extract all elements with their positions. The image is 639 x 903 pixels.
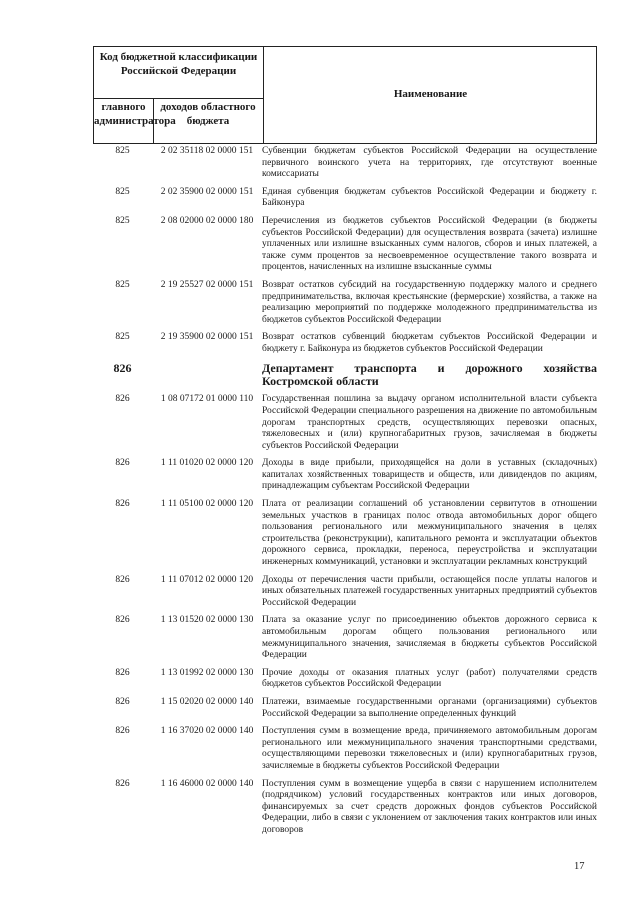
income-code-cell: 1 13 01992 02 0000 130 — [160, 667, 254, 678]
table-header — [93, 46, 597, 144]
name-cell: Поступления сумм в возмещение вреда, причиняемого автомобильным дорогам регионального или межмуниципального значения транспортными средствами, осуществляющими перевозки тяжеловесных и (или) крупногабаритных грузов, зачисляемые в бюджеты субъектов Российской Федерации — [262, 726, 597, 771]
income-code-cell: 1 11 07012 02 0000 120 — [160, 574, 254, 585]
name-cell: Субвенции бюджетам субъектов Российской Федерации на осуществление первичного воинского учета на территориях, где отсутствуют военные комиссариаты — [262, 146, 597, 180]
table-row — [93, 216, 597, 274]
name-cell: Перечисления из бюджетов субъектов Российской Федерации (в бюджеты субъектов Российской Федерации) для осуществления возврата (зачета) излишне уплаченных или излишне взысканных сумм налогов, сборов и иных платежей, а также сумм процентов за несвоевременное осуществление такого возврата и процентов, начисленных на излишне взысканные суммы — [262, 215, 597, 273]
header-divider — [94, 98, 263, 99]
name-cell: Прочие доходы от оказания платных услуг (работ) получателями средств бюджетов субъектов Российской Федерации — [262, 667, 597, 690]
table-row — [93, 458, 597, 493]
admin-code-cell: 825 — [115, 186, 130, 197]
admin-code-cell: 826 — [113, 360, 132, 375]
table-row — [93, 726, 597, 772]
header-code-group: Код бюджетной классификации Российской Федерации — [99, 51, 258, 77]
table-body — [93, 146, 597, 843]
table-row — [93, 575, 597, 610]
table-row — [93, 332, 597, 355]
income-code-cell: 1 11 01020 02 0000 120 — [160, 458, 254, 469]
admin-code-cell: 826 — [115, 458, 130, 469]
name-cell: Государственная пошлина за выдачу органом исполнительной власти субъекта Российской Федерации специального разрешения на движение по автомобильным дорогам транспортных средств, осуществляющих перевозки опасных, тяжеловесных и (или) крупногабаритных грузов, зачисляемая в бюджеты субъектов Российской Федерации — [262, 394, 597, 451]
name-cell: Доходы от перечисления части прибыли, остающейся после уплаты налогов и иных обязательных платежей государственных унитарных предприятий субъектов Российской Федерации — [262, 574, 597, 608]
admin-code-cell: 826 — [115, 574, 130, 585]
admin-code-cell: 825 — [115, 215, 130, 226]
header-col-income: доходов областного бюджета — [160, 101, 256, 127]
table-row — [93, 779, 597, 837]
table-row — [93, 697, 597, 720]
income-code-cell: 2 19 25527 02 0000 151 — [160, 279, 254, 290]
name-cell: Платежи, взимаемые государственными органами (организациями) субъектов Российской Федерации за выполнение определенных функций — [262, 696, 597, 719]
income-code-cell: 1 16 37020 02 0000 140 — [160, 726, 254, 737]
admin-code-cell: 826 — [115, 499, 130, 510]
name-cell: Возврат остатков субвенций бюджетам субъектов Российской Федерации и бюджету г. Байконура из бюджетов субъектов Российской Федерации — [262, 332, 597, 354]
income-code-cell: 2 02 35900 02 0000 151 — [160, 186, 254, 197]
income-code-cell: 1 08 07172 01 0000 110 — [160, 394, 254, 405]
income-code-cell: 1 15 02020 02 0000 140 — [160, 696, 254, 707]
admin-code-cell: 825 — [115, 146, 130, 156]
admin-code-cell: 825 — [115, 279, 130, 290]
income-code-cell: 2 02 35118 02 0000 151 — [160, 146, 254, 156]
table-row — [93, 668, 597, 691]
table-row — [93, 280, 597, 326]
name-cell: Возврат остатков субсидий на государственную поддержку малого и среднего предпринимательства, включая крестьянские (фермерские) хозяйства, а также на реализацию мероприятий по поддержке молодежного предпринимательства из бюджетов субъектов Российской Федерации — [262, 279, 597, 325]
income-code-cell: 2 19 35900 02 0000 151 — [160, 332, 254, 343]
income-code-cell: 2 08 02000 02 0000 180 — [160, 215, 254, 226]
admin-code-cell: 826 — [115, 696, 130, 707]
name-cell: Плата за оказание услуг по присоединению объектов дорожного сервиса к автомобильным дорогам общего пользования регионального или межмуниципального значения, зачисляемая в бюджеты субъектов Российской Федерации — [262, 615, 597, 661]
admin-code-cell: 826 — [115, 615, 130, 626]
name-cell: Плата от реализации соглашений об установлении сервитутов в отношении земельных участков в границах полос отвода автомобильных дорог общего пользования регионального или межмуниципального значения в целях строительства (реконструкции), капитального ремонта и эксплуатации объектов дорожного сервиса, прокладки, переноса, переустройства и эксплуатации инженерных коммуникаций, установки и эксплуатации рекламных конструкций — [262, 499, 597, 568]
admin-code-cell: 826 — [115, 726, 130, 737]
table-row — [93, 146, 597, 181]
department-row — [93, 362, 597, 389]
name-cell: Доходы в виде прибыли, приходящейся на доли в уставных (складочных) капиталах хозяйственных товариществ и обществ, или дивидендов по акциям, принадлежащим субъектам Российской Федерации — [262, 458, 597, 492]
admin-code-cell: 826 — [115, 667, 130, 678]
header-col-admin: главного администратора — [94, 101, 176, 127]
page-number: 17 — [574, 861, 585, 872]
name-cell: Поступления сумм в возмещение ущерба в связи с нарушением исполнителем (подрядчиком) условий государственных контрактов или иных договоров, финансируемых за счет средств дорожных фондов субъектов Российской Федерации, либо в связи с уклонением от заключения таких контрактов или иных договоров — [262, 778, 597, 835]
income-code-cell: 1 13 01520 02 0000 130 — [160, 615, 254, 626]
table-row — [93, 187, 597, 210]
table-row — [93, 615, 597, 661]
department-name-cell: Департамент транспорта и дорожного хозяйства Костромской области — [262, 360, 597, 388]
table-row — [93, 394, 597, 452]
admin-code-cell: 825 — [115, 332, 130, 343]
income-code-cell: 1 16 46000 02 0000 140 — [160, 778, 254, 789]
admin-code-cell: 826 — [115, 394, 130, 405]
income-code-cell: 1 11 05100 02 0000 120 — [160, 499, 254, 510]
header-col-name: Наименование — [393, 88, 468, 100]
table-row — [93, 499, 597, 569]
admin-code-cell: 826 — [115, 778, 130, 789]
name-cell: Единая субвенция бюджетам субъектов Российской Федерации и бюджету г. Байконура — [262, 186, 597, 209]
